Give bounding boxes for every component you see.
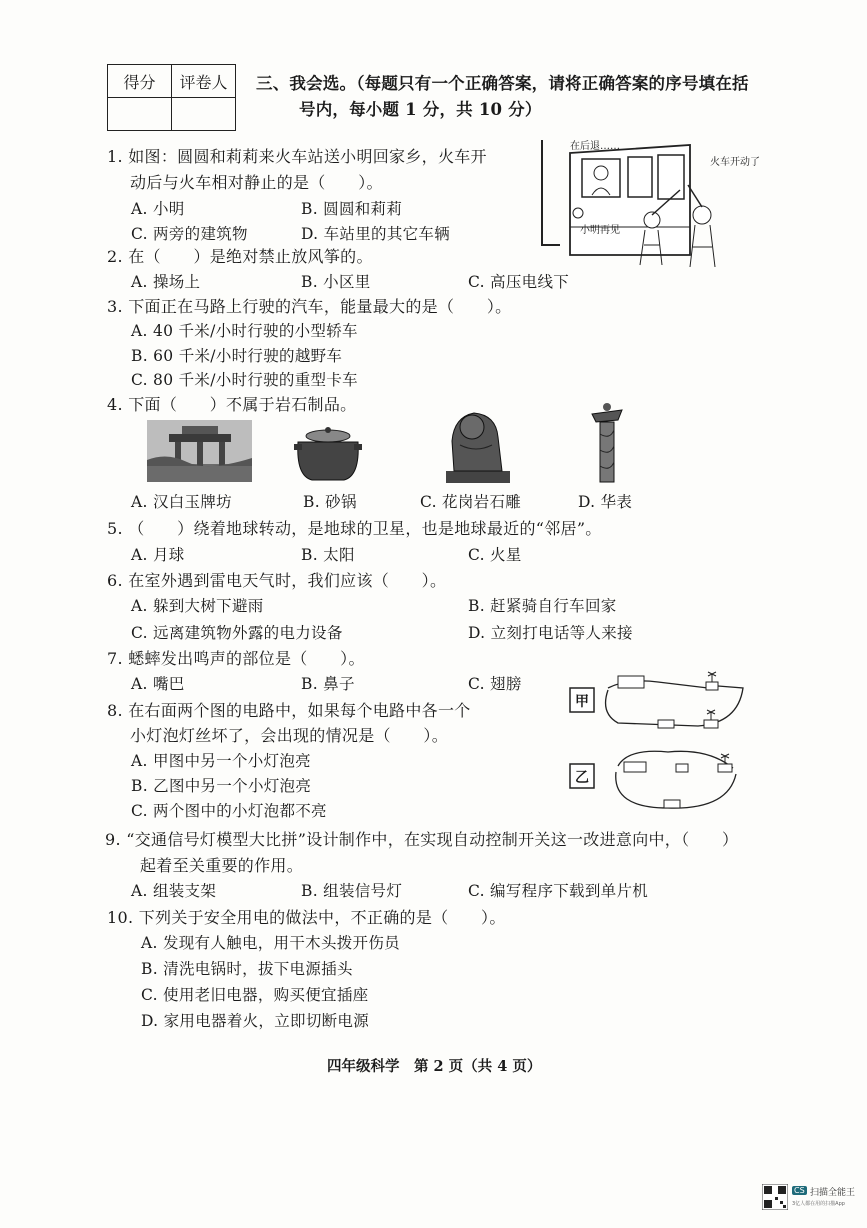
q3-option-b[interactable]: B. 60 千米/小时行驶的越野车 [131,347,343,365]
scanner-tagline: 3亿人都在用的扫描App [792,1201,845,1207]
ornamental-column-image [588,400,626,485]
q6-option-c[interactable]: C. 远离建筑物外露的电力设备 [131,624,343,642]
q4-option-b[interactable]: B. 砂锅 [303,493,357,511]
q4-option-a[interactable]: A. 汉白玉牌坊 [131,493,232,511]
q3-option-a[interactable]: A. 40 千米/小时行驶的小型轿车 [131,322,358,340]
circuit-diagrams-figure [568,668,748,818]
q8-stem-line1: 8. 在右面两个图的电路中，如果每个电路中各一个 [107,701,471,720]
section-title-line2: 号内，每小题 1 分，共 10 分） [299,100,542,119]
circuit-label-yi: 乙 [575,770,589,786]
q8-option-c[interactable]: C. 两个图中的小灯泡都不亮 [131,802,327,820]
q5-option-a[interactable]: A. 月球 [131,546,185,564]
q9-option-b[interactable]: B. 组装信号灯 [301,882,403,900]
q10-option-c[interactable]: C. 使用老旧电器，购买便宜插座 [141,986,369,1004]
score-table [107,64,236,131]
q8-option-b[interactable]: B. 乙图中另一个小灯泡亮 [131,777,312,795]
q7-stem: 7. 蟋蟀发出鸣声的部位是（ ）。 [107,649,365,668]
qr-code-icon [762,1184,788,1210]
q2-option-c[interactable]: C. 高压电线下 [468,273,570,291]
figure-label-stay-back: 在后退…… [570,141,620,152]
reviewer-cell[interactable] [172,98,236,131]
q5-option-c[interactable]: C. 火星 [468,546,522,564]
q1-option-a[interactable]: A. 小明 [131,200,185,218]
q1-stem-line2: 动后与火车相对静止的是（ ）。 [130,173,383,192]
q4-option-d[interactable]: D. 华表 [578,493,633,511]
q10-option-a[interactable]: A. 发现有人触电，用干木头拨开伤员 [141,934,400,952]
q9-stem-line2: 起着至关重要的作用。 [140,856,304,875]
q2-option-b[interactable]: B. 小区里 [301,273,371,291]
q1-option-c[interactable]: C. 两旁的建筑物 [131,225,248,243]
q6-stem: 6. 在室外遇到雷电天气时，我们应该（ ）。 [107,571,447,590]
figure-label-goodbye: 小明再见 [580,225,620,236]
section-title-line1: 三、我会选。（每题只有一个正确答案，请将正确答案的序号填在括 [256,74,749,93]
train-station-figure [540,135,765,270]
q5-stem: 5. （ ）绕着地球转动，是地球的卫星，也是地球最近的“邻居”。 [107,519,602,538]
q4-option-c[interactable]: C. 花岗岩石雕 [420,493,522,511]
scanner-watermark [760,1180,855,1218]
score-cell[interactable] [108,98,172,131]
score-label: 得分 [108,65,172,98]
q6-option-d[interactable]: D. 立刻打电话等人来接 [468,624,633,642]
figure-label-train-moving: 火车开动了 [710,157,760,168]
circuit-label-jia: 甲 [575,694,589,710]
q2-stem: 2. 在（ ）是绝对禁止放风筝的。 [107,247,373,266]
q6-option-a[interactable]: A. 躲到大树下避雨 [131,597,264,615]
q7-option-c[interactable]: C. 翅膀 [468,675,522,693]
q7-option-a[interactable]: A. 嘴巴 [131,675,185,693]
q4-stem: 4. 下面（ ）不属于岩石制品。 [107,395,357,414]
q1-option-d[interactable]: D. 车站里的其它车辆 [301,225,451,243]
q6-option-b[interactable]: B. 赶紧骑自行车回家 [468,597,617,615]
q3-stem: 3. 下面正在马路上行驶的汽车，能量最大的是（ ）。 [107,297,512,316]
q9-stem-line1: 9. “交通信号灯模型大比拼”设计制作中，在实现自动控制开关这一改进意向中，（ ） [105,830,739,849]
q9-option-a[interactable]: A. 组装支架 [131,882,217,900]
granite-lion-statue-image [440,405,515,485]
white-marble-archway-image [147,420,252,482]
q8-option-a[interactable]: A. 甲图中另一个小灯泡亮 [131,752,311,770]
q10-option-b[interactable]: B. 清洗电锅时，拔下电源插头 [141,960,353,978]
scanner-brand: 扫描全能王 [810,1188,856,1198]
clay-pot-image [292,424,364,484]
q10-option-d[interactable]: D. 家用电器着火，立即切断电源 [141,1012,370,1030]
q3-option-c[interactable]: C. 80 千米/小时行驶的重型卡车 [131,371,358,389]
reviewer-label: 评卷人 [172,65,236,98]
q2-option-a[interactable]: A. 操场上 [131,273,201,291]
q9-option-c[interactable]: C. 编写程序下载到单片机 [468,882,649,900]
q1-stem-line1: 1. 如图：圆圆和莉莉来火车站送小明回家乡，火车开 [107,147,487,166]
q7-option-b[interactable]: B. 鼻子 [301,675,355,693]
q5-option-b[interactable]: B. 太阳 [301,546,355,564]
scanner-logo-badge: CS [794,1186,805,1195]
q8-stem-line2: 小灯泡灯丝坏了，会出现的情况是（ ）。 [130,726,449,745]
q10-stem: 10. 下列关于安全用电的做法中，不正确的是（ ）。 [107,908,506,927]
page-footer: 四年级科学 第 2 页（共 4 页） [327,1058,542,1075]
q1-option-b[interactable]: B. 圆圆和莉莉 [301,200,403,218]
